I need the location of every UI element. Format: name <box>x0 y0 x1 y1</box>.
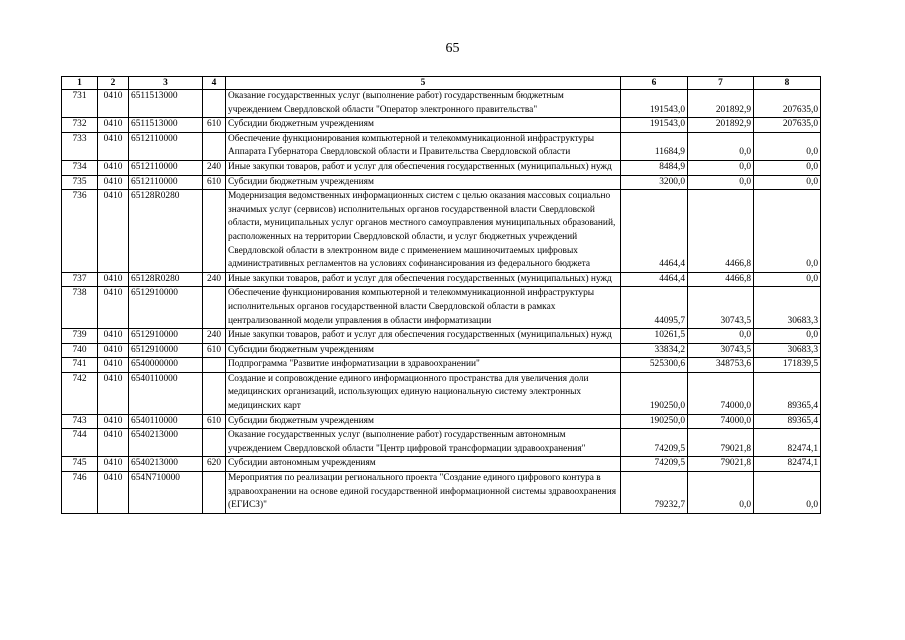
section-code-cell: 0410 <box>98 429 129 457</box>
expense-type-cell <box>203 358 226 373</box>
section-code-cell: 0410 <box>98 160 129 175</box>
target-code-cell: 654N710000 <box>129 472 203 514</box>
target-code-cell: 6512110000 <box>129 175 203 190</box>
item-name-cell: Субсидии бюджетным учреждениям <box>226 175 621 190</box>
amount-col6-cell: 190250,0 <box>621 414 688 429</box>
section-code-cell: 0410 <box>98 457 129 472</box>
amount-col7-cell: 74000,0 <box>688 372 754 414</box>
section-code-cell: 0410 <box>98 414 129 429</box>
row-number-cell: 746 <box>62 472 98 514</box>
table-row <box>62 472 821 514</box>
item-name-cell: Иные закупки товаров, работ и услуг для обеспечения государственных (муниципальных) нужд <box>226 272 621 287</box>
item-name-cell: Иные закупки товаров, работ и услуг для обеспечения государственных (муниципальных) нужд <box>226 160 621 175</box>
table-row <box>62 160 821 175</box>
amount-col6-cell: 74209,5 <box>621 429 688 457</box>
amount-col8-cell: 82474,1 <box>754 457 821 472</box>
amount-col6-cell: 44095,7 <box>621 287 688 329</box>
expense-type-cell <box>203 90 226 118</box>
amount-col7-cell: 0,0 <box>688 160 754 175</box>
budget-table <box>61 76 821 514</box>
target-code-cell: 6540213000 <box>129 457 203 472</box>
item-name-cell: Оказание государственных услуг (выполнение работ) государственным автономным учреждением Свердловской области "Центр цифровой трансформации здравоохранения" <box>226 429 621 457</box>
amount-col8-cell: 0,0 <box>754 472 821 514</box>
amount-col7-cell: 79021,8 <box>688 429 754 457</box>
expense-type-cell: 240 <box>203 272 226 287</box>
amount-col7-cell: 201892,9 <box>688 118 754 133</box>
table-row <box>62 372 821 414</box>
expense-type-cell: 240 <box>203 329 226 344</box>
amount-col8-cell: 89365,4 <box>754 414 821 429</box>
item-name-cell: Иные закупки товаров, работ и услуг для обеспечения государственных (муниципальных) нужд <box>226 329 621 344</box>
section-code-cell: 0410 <box>98 190 129 273</box>
amount-col6-cell: 191543,0 <box>621 118 688 133</box>
amount-col7-cell: 0,0 <box>688 175 754 190</box>
item-name-cell: Подпрограмма "Развитие информатизации в здравоохранении" <box>226 358 621 373</box>
target-code-cell: 6512910000 <box>129 287 203 329</box>
item-name-cell: Мероприятия по реализации регионального проекта "Создание единого цифрового контура в здравоохранении на основе единой государственной информационной системы здравоохранения (ЕГИСЗ)" <box>226 472 621 514</box>
amount-col7-cell: 30743,5 <box>688 287 754 329</box>
table-row <box>62 118 821 133</box>
target-code-cell: 6540213000 <box>129 429 203 457</box>
item-name-cell: Оказание государственных услуг (выполнение работ) государственным бюджетным учреждением Свердловской области "Оператор электронного правительства" <box>226 90 621 118</box>
section-code-cell: 0410 <box>98 372 129 414</box>
table-row <box>62 287 821 329</box>
table-row <box>62 175 821 190</box>
section-code-cell: 0410 <box>98 472 129 514</box>
table-row <box>62 457 821 472</box>
amount-col6-cell: 8484,9 <box>621 160 688 175</box>
target-code-cell: 65128R0280 <box>129 272 203 287</box>
amount-col8-cell: 171839,5 <box>754 358 821 373</box>
amount-col6-cell: 191543,0 <box>621 90 688 118</box>
table-row <box>62 190 821 273</box>
table-row <box>62 329 821 344</box>
row-number-cell: 743 <box>62 414 98 429</box>
target-code-cell: 6512910000 <box>129 329 203 344</box>
table-row <box>62 272 821 287</box>
row-number-cell: 742 <box>62 372 98 414</box>
section-code-cell: 0410 <box>98 132 129 160</box>
target-code-cell: 65128R0280 <box>129 190 203 273</box>
section-code-cell: 0410 <box>98 118 129 133</box>
item-name-cell: Создание и сопровождение единого информационного пространства для увеличения доли медицинских организаций, использующих единую национальную систему электронных медицинских карт <box>226 372 621 414</box>
section-code-cell: 0410 <box>98 343 129 358</box>
expense-type-cell: 620 <box>203 457 226 472</box>
header-cell: 7 <box>688 77 754 90</box>
row-number-cell: 740 <box>62 343 98 358</box>
item-name-cell: Субсидии бюджетным учреждениям <box>226 118 621 133</box>
row-number-cell: 736 <box>62 190 98 273</box>
header-cell: 2 <box>98 77 129 90</box>
amount-col8-cell: 0,0 <box>754 132 821 160</box>
amount-col6-cell: 190250,0 <box>621 372 688 414</box>
expense-type-cell <box>203 190 226 273</box>
amount-col8-cell: 0,0 <box>754 175 821 190</box>
expense-type-cell <box>203 429 226 457</box>
item-name-cell: Субсидии бюджетным учреждениям <box>226 343 621 358</box>
row-number-cell: 739 <box>62 329 98 344</box>
amount-col8-cell: 207635,0 <box>754 118 821 133</box>
row-number-cell: 734 <box>62 160 98 175</box>
expense-type-cell <box>203 132 226 160</box>
header-cell: 4 <box>203 77 226 90</box>
amount-col6-cell: 33834,2 <box>621 343 688 358</box>
amount-col6-cell: 79232,7 <box>621 472 688 514</box>
row-number-cell: 732 <box>62 118 98 133</box>
item-name-cell: Обеспечение функционирования компьютерной и телекоммуникационной инфраструктуры Аппарата Губернатора Свердловской области и Правительства Свердловской области <box>226 132 621 160</box>
row-number-cell: 741 <box>62 358 98 373</box>
amount-col8-cell: 207635,0 <box>754 90 821 118</box>
amount-col7-cell: 4466,8 <box>688 190 754 273</box>
row-number-cell: 744 <box>62 429 98 457</box>
expense-type-cell: 610 <box>203 414 226 429</box>
expense-type-cell <box>203 472 226 514</box>
row-number-cell: 731 <box>62 90 98 118</box>
table-row <box>62 132 821 160</box>
target-code-cell: 6540110000 <box>129 372 203 414</box>
section-code-cell: 0410 <box>98 90 129 118</box>
expense-type-cell: 610 <box>203 343 226 358</box>
target-code-cell: 6511513000 <box>129 118 203 133</box>
amount-col8-cell: 82474,1 <box>754 429 821 457</box>
table-row <box>62 414 821 429</box>
section-code-cell: 0410 <box>98 287 129 329</box>
expense-type-cell <box>203 287 226 329</box>
target-code-cell: 6540000000 <box>129 358 203 373</box>
row-number-cell: 745 <box>62 457 98 472</box>
amount-col8-cell: 0,0 <box>754 329 821 344</box>
table-row <box>62 358 821 373</box>
amount-col7-cell: 30743,5 <box>688 343 754 358</box>
amount-col8-cell: 0,0 <box>754 190 821 273</box>
amount-col6-cell: 525300,6 <box>621 358 688 373</box>
section-code-cell: 0410 <box>98 329 129 344</box>
amount-col6-cell: 11684,9 <box>621 132 688 160</box>
section-code-cell: 0410 <box>98 358 129 373</box>
table-body <box>62 90 821 514</box>
table-row <box>62 90 821 118</box>
target-code-cell: 6511513000 <box>129 90 203 118</box>
row-number-cell: 733 <box>62 132 98 160</box>
amount-col6-cell: 3200,0 <box>621 175 688 190</box>
target-code-cell: 6540110000 <box>129 414 203 429</box>
amount-col8-cell: 30683,3 <box>754 287 821 329</box>
target-code-cell: 6512110000 <box>129 160 203 175</box>
target-code-cell: 6512110000 <box>129 132 203 160</box>
amount-col7-cell: 348753,6 <box>688 358 754 373</box>
item-name-cell: Субсидии бюджетным учреждениям <box>226 414 621 429</box>
amount-col8-cell: 89365,4 <box>754 372 821 414</box>
amount-col7-cell: 201892,9 <box>688 90 754 118</box>
amount-col6-cell: 4464,4 <box>621 190 688 273</box>
header-row <box>62 77 821 90</box>
amount-col8-cell: 0,0 <box>754 160 821 175</box>
expense-type-cell: 610 <box>203 175 226 190</box>
amount-col8-cell: 0,0 <box>754 272 821 287</box>
amount-col7-cell: 74000,0 <box>688 414 754 429</box>
header-cell: 3 <box>129 77 203 90</box>
header-cell: 1 <box>62 77 98 90</box>
table-row <box>62 429 821 457</box>
amount-col7-cell: 0,0 <box>688 472 754 514</box>
row-number-cell: 738 <box>62 287 98 329</box>
expense-type-cell: 240 <box>203 160 226 175</box>
item-name-cell: Субсидии автономным учреждениям <box>226 457 621 472</box>
item-name-cell: Обеспечение функционирования компьютерной и телекоммуникационной инфраструктуры исполнительных органов государственной власти Свердловской области в рамках централизованной модели управления в области информатизации <box>226 287 621 329</box>
section-code-cell: 0410 <box>98 175 129 190</box>
row-number-cell: 737 <box>62 272 98 287</box>
amount-col7-cell: 0,0 <box>688 132 754 160</box>
row-number-cell: 735 <box>62 175 98 190</box>
section-code-cell: 0410 <box>98 272 129 287</box>
amount-col6-cell: 10261,5 <box>621 329 688 344</box>
amount-col7-cell: 79021,8 <box>688 457 754 472</box>
item-name-cell: Модернизация ведомственных информационных систем с целью оказания массовых социально значимых услуг (сервисов) исполнительных органов государственной власти Свердловской области, муниципальных услуг органов местного самоуправления муниципальных образований, расположенных на территории Свердловской области, и услуг бюджетных учреждений Свердловской области в электронном виде с применением машиночитаемых цифровых административных регламентов на условиях софинансирования из федерального бюджета <box>226 190 621 273</box>
amount-col7-cell: 0,0 <box>688 329 754 344</box>
header-cell: 5 <box>226 77 621 90</box>
amount-col6-cell: 74209,5 <box>621 457 688 472</box>
amount-col7-cell: 4466,8 <box>688 272 754 287</box>
amount-col8-cell: 30683,3 <box>754 343 821 358</box>
target-code-cell: 6512910000 <box>129 343 203 358</box>
amount-col6-cell: 4464,4 <box>621 272 688 287</box>
header-cell: 6 <box>621 77 688 90</box>
table-row <box>62 343 821 358</box>
expense-type-cell: 610 <box>203 118 226 133</box>
header-cell: 8 <box>754 77 821 90</box>
page-number: 65 <box>445 41 460 56</box>
expense-type-cell <box>203 372 226 414</box>
